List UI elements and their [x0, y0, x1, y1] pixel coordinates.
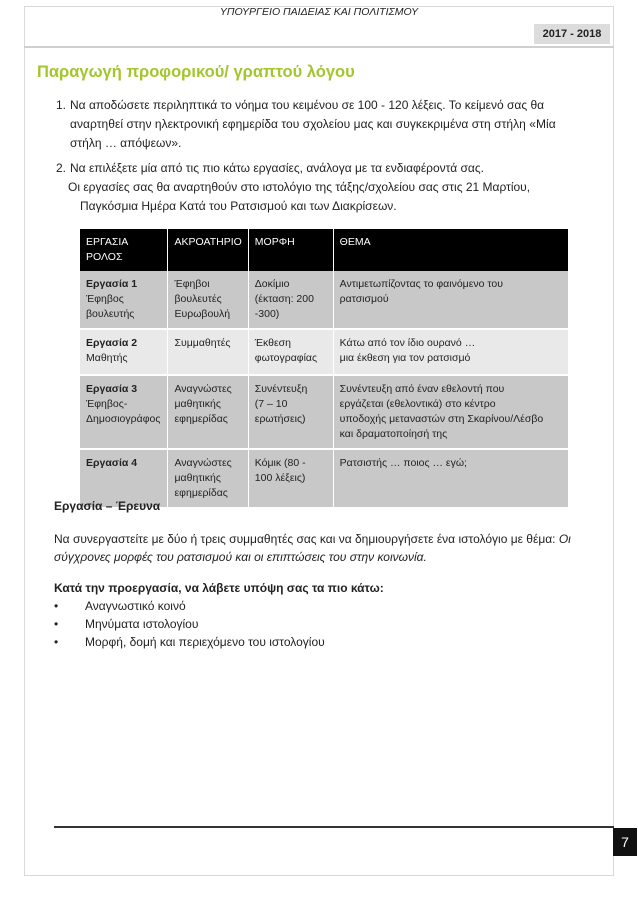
cell-form-line: -300) — [254, 308, 280, 320]
prep-heading: Κατά την προεργασία, να λάβετε υπόψη σας τα πιο κάτω: — [54, 581, 384, 595]
header-ministry: ΥΠΟΥΡΓΕΙΟ ΠΑΙΔΕΙΑΣ ΚΑΙ ΠΟΛΙΤΙΣΜΟΥ — [219, 6, 419, 18]
table-row — [80, 375, 569, 449]
item-2-number: 2. — [56, 161, 67, 175]
school-year-badge: 2017 - 2018 — [534, 24, 610, 44]
cell-theme-line: ρατσισμού — [339, 293, 389, 305]
cell-audience-line: μαθητικής — [174, 398, 221, 410]
col-header-task — [80, 229, 168, 271]
col-header-task-line-1: ΕΡΓΑΣΙΑ — [86, 236, 129, 248]
cell-form-line: Συνέντευξη — [254, 383, 308, 395]
bullet-text: Μορφή, δομή και περιεχόμενο του ιστολογίου — [85, 635, 325, 649]
cell-theme-line: υποδοχής μεταναστών στη Σκαρίνου/Λέσβο — [339, 413, 544, 425]
cell-task-role-line: Μαθητής — [86, 352, 128, 364]
cell-audience-line: μαθητικής — [174, 472, 221, 484]
cell-form-line: (έκταση: 200 — [254, 293, 314, 305]
cell-audience — [168, 449, 248, 508]
cell-form-line: Έκθεση — [254, 337, 291, 349]
col-header-theme: ΘΕΜΑ — [333, 229, 568, 271]
cell-theme — [333, 375, 568, 449]
cell-task-role-line: Εργασία 3 — [86, 383, 138, 395]
cell-task-role — [80, 375, 168, 449]
item-1-line-2: αναρτηθεί στην ηλεκτρονική εφημερίδα του σχολείου μας και συγκεκριμένα στη στήλη «Μία — [70, 117, 556, 131]
cell-form — [248, 329, 333, 375]
cell-task-role-line: Εργασία 1 — [86, 278, 138, 290]
cell-form-line: (7 – 10 — [254, 398, 288, 410]
item-1-line-3: στήλη … απόψεων». — [70, 136, 182, 150]
bullet-text: Αναγνωστικό κοινό — [85, 599, 186, 613]
bullet-dot: • — [54, 599, 59, 613]
cell-task-role — [80, 329, 168, 375]
cell-audience — [168, 375, 248, 449]
item-2-line-2: Οι εργασίες σας θα αναρτηθούν στο ιστολόγιο της τάξης/σχολείου σας στις 21 Μαρτίου, — [68, 180, 531, 194]
col-header-form: ΜΟΡΦΗ — [248, 229, 333, 271]
cell-theme-line: Κάτω από τον ίδιο ουρανό … — [339, 337, 476, 349]
bullet-dot: • — [54, 617, 59, 631]
cell-task-role-line: βουλευτής — [86, 308, 135, 320]
section-title: Παραγωγή προφορικού/ γραπτού λόγου — [37, 63, 355, 81]
cell-audience-line: Αναγνώστες — [174, 383, 232, 395]
header-divider — [24, 46, 614, 48]
cell-form-line: 100 λέξεις) — [254, 472, 306, 484]
cell-form — [248, 271, 333, 329]
cell-form-line: Κόμικ (80 - — [254, 457, 306, 469]
instruction-item-2 — [56, 159, 484, 178]
cell-audience-line: Συμμαθητές — [174, 337, 231, 349]
item-2-line-3: Παγκόσμια Ημέρα Κατά του Ρατσισμού και των Διακρίσεων. — [80, 199, 397, 213]
cell-audience-line: εφημερίδας — [174, 413, 228, 425]
cell-theme — [333, 271, 568, 329]
cell-task-role-line: Έφηβος — [86, 293, 124, 305]
footer-divider — [54, 826, 614, 828]
cell-audience — [168, 271, 248, 329]
cell-task-role-line: Εργασία 2 — [86, 337, 138, 349]
cell-audience-line: βουλευτές — [174, 293, 222, 305]
research-text-line-2: σύγχρονες μορφές του ρατσισμού και οι επιπτώσεις του στην κοινωνία. — [54, 550, 427, 564]
cell-audience-line: Ευρωβουλή — [174, 308, 231, 320]
bullet-dot: • — [54, 635, 59, 649]
research-text-start: Να συνεργαστείτε με δύο ή τρεις συμμαθητές σας και να δημιουργήσετε ένα ιστολόγιο με θέμα: — [54, 532, 559, 546]
research-text-italic-start: Οι — [558, 532, 571, 546]
cell-audience-line: Αναγνώστες — [174, 457, 232, 469]
bullet-text: Μηνύματα ιστολογίου — [85, 617, 199, 631]
item-2-line-1: Να επιλέξετε μία από τις πιο κάτω εργασίες, ανάλογα με τα ενδιαφέροντά σας. — [70, 161, 484, 175]
cell-task-role-line: Εργασία 4 — [86, 457, 138, 469]
cell-task-role-line: Δημοσιογράφος — [86, 413, 161, 425]
table-row — [80, 271, 569, 329]
cell-form-line: Δοκίμιο — [254, 278, 290, 290]
item-1-line-1: Να αποδώσετε περιληπτικά το νόημα του κειμένου σε 100 - 120 λέξεις. Το κείμενό σας θα — [70, 98, 545, 112]
cell-form-line: φωτογραφίας — [254, 352, 318, 364]
cell-theme-line: εργάζεται (εθελοντικά) στο κέντρο — [339, 398, 496, 410]
cell-theme — [333, 449, 568, 508]
cell-form-line: ερωτήσεις) — [254, 413, 306, 425]
col-header-audience: ΑΚΡΟΑΤΗΡΙΟ — [168, 229, 248, 271]
table-header-row — [80, 229, 569, 271]
research-heading: Εργασία – Έρευνα — [54, 499, 161, 513]
cell-theme-line: και δραματοποίησή της — [339, 428, 448, 440]
cell-form — [248, 449, 333, 508]
cell-theme — [333, 329, 568, 375]
tasks-table — [80, 229, 569, 509]
research-text-line-1 — [54, 530, 600, 549]
table-row — [80, 329, 569, 375]
item-1-number: 1. — [56, 98, 67, 112]
cell-audience — [168, 329, 248, 375]
cell-form — [248, 375, 333, 449]
page-number: 7 — [613, 828, 637, 856]
cell-audience-line: Έφηβοι — [174, 278, 210, 290]
cell-audience-line: εφημερίδας — [174, 487, 228, 499]
cell-theme-line: Ρατσιστής … ποιος … εγώ; — [339, 457, 467, 469]
cell-task-role — [80, 271, 168, 329]
col-header-task-line-2: ΡΟΛΟΣ — [86, 251, 123, 263]
cell-theme-line: Αντιμετωπίζοντας το φαινόμενο του — [339, 278, 503, 290]
cell-theme-line: μια έκθεση για τον ρατσισμό — [339, 352, 471, 364]
cell-task-role-line: Έφηβος- — [86, 398, 128, 410]
cell-theme-line: Συνέντευξη από έναν εθελοντή που — [339, 383, 505, 395]
instruction-item-1 — [56, 96, 600, 153]
